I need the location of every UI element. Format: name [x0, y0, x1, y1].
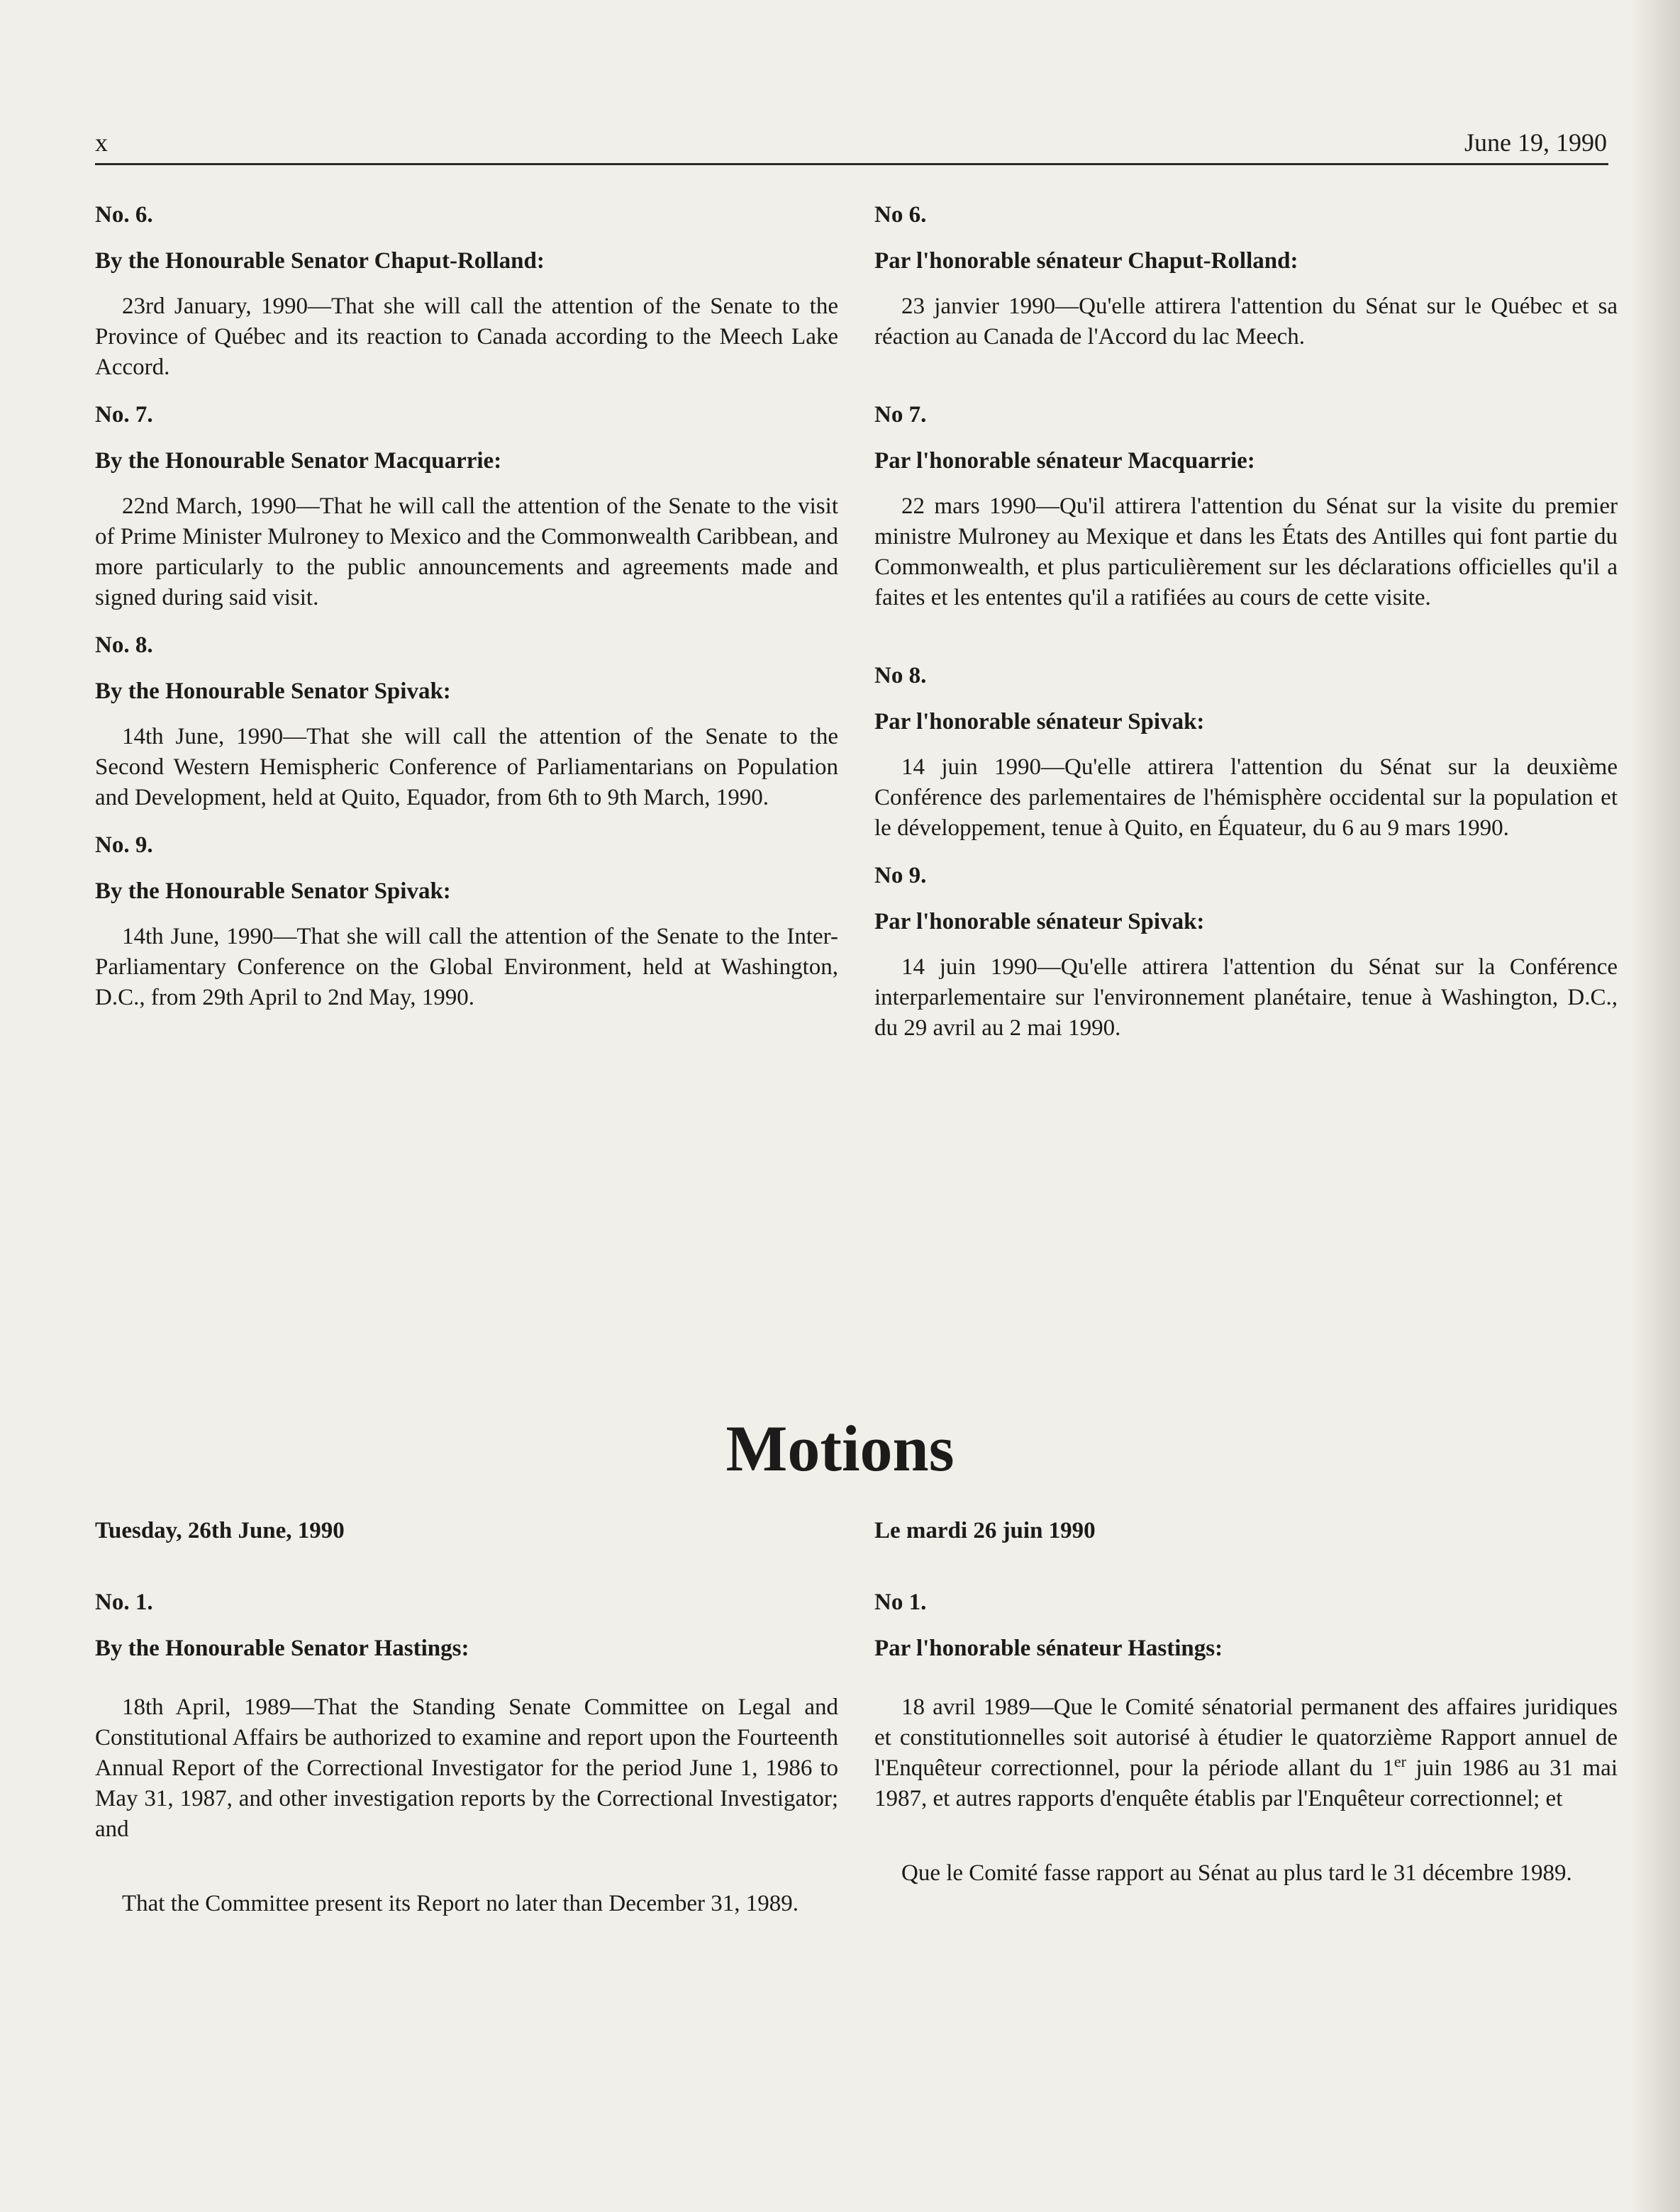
motion-text: 18th April, 1989—That the Standing Senate Committee on Legal and Constitutional Affairs be authorized to examine and report upon the Fourteenth Annual Report of the Correctional Investigator for the period June 1, 1986 to May 31, 1987, and other investigation reports by the Correctional Investigator; and [95, 1694, 838, 1842]
inquiry-item [95, 830, 838, 1013]
inquiry-item [95, 400, 838, 613]
inquiry-sponsor: Par l'honorable sénateur Spivak: [874, 909, 1205, 934]
inquiry-item [874, 861, 1618, 1044]
motion-text-part: juin 1986 au 31 mai 1987, et autres rapports d'enquête établis par l'Enquêteur correctionnel; et [874, 1755, 1618, 1811]
inquiry-sponsor: By the Honourable Senator Spivak: [95, 878, 451, 904]
inquiry-item [874, 400, 1618, 613]
motion-number: No. 1. [95, 1590, 153, 1615]
motion-number: No 1. [874, 1590, 927, 1615]
inquiry-number: No. 8. [95, 632, 153, 658]
ordinal-superscript: er [1393, 1753, 1407, 1770]
inquiry-number: No 6. [874, 202, 927, 228]
inquiry-item [95, 200, 838, 383]
page-number: x [95, 128, 108, 157]
inquiries-english-column [95, 200, 838, 1013]
inquiry-number: No. 9. [95, 832, 153, 858]
inquiry-text: 14th June, 1990—That she will call the attention of the Senate to the Second Western Hemispheric Conference of Parliamentarians on Population and Development, held at Quito, Equador, from 6th to 9th March, 1990. [95, 724, 838, 810]
motion-sponsor: By the Honourable Senator Hastings: [95, 1636, 469, 1661]
sitting-date: Tuesday, 26th June, 1990 [95, 1518, 345, 1543]
inquiry-number: No 8. [874, 663, 927, 688]
inquiry-text: 14 juin 1990—Qu'elle attirera l'attention du Sénat sur la deuxième Conférence des parlementaires de l'hémisphère occidental sur la population et le développement, tenue à Quito, en Équateur, du 6 au 9 mars 1990. [874, 754, 1618, 841]
inquiry-text: 14th June, 1990—That she will call the attention of the Senate to the Inter-Parliamentary Conference on the Global Environment, held at Washington, D.C., from 29th April to 2nd May, 1990. [95, 924, 838, 1010]
motions-french-column [874, 1516, 1618, 1889]
motion-text-continued: Que le Comité fasse rapport au Sénat au plus tard le 31 décembre 1989. [901, 1860, 1572, 1886]
page-edge-shadow [1630, 0, 1680, 2212]
inquiry-number: No. 7. [95, 402, 153, 428]
inquiry-item [874, 661, 1618, 844]
inquiry-sponsor: Par l'honorable sénateur Spivak: [874, 709, 1205, 734]
inquiry-sponsor: By the Honourable Senator Spivak: [95, 678, 451, 704]
inquiry-sponsor: By the Honourable Senator Macquarrie: [95, 448, 502, 474]
header-date: June 19, 1990 [1464, 128, 1607, 157]
motion-text-continued: That the Committee present its Report no later than December 31, 1989. [122, 1891, 799, 1916]
inquiry-number: No 9. [874, 863, 927, 888]
inquiry-text: 23rd January, 1990—That she will call the attention of the Senate to the Province of Québec and its reaction to Canada according to the Meech Lake Accord. [95, 294, 838, 380]
motion-sponsor: Par l'honorable sénateur Hastings: [874, 1636, 1223, 1661]
inquiry-text: 22nd March, 1990—That he will call the attention of the Senate to the visit of Prime Minister Mulroney to Mexico and the Commonwealth Caribbean, and more particularly to the public announcements and agreements made and signed during said visit. [95, 493, 838, 610]
inquiry-item [95, 630, 838, 813]
motion-text-part: 18 avril 1989—Que le Comité sénatorial permanent des affaires juridiques et constitutionnelles soit autorisé à étudier le quatorzième Rapport annuel de l'Enquêteur correctionnel, pour la période allant du 1 [874, 1694, 1618, 1781]
inquiry-number: No 7. [874, 402, 927, 428]
inquiry-sponsor: Par l'honorable sénateur Chaput-Rolland: [874, 248, 1298, 274]
inquiries-french-column [874, 200, 1618, 1044]
section-title-motions: Motions [725, 1412, 955, 1485]
running-header [95, 128, 1608, 165]
inquiry-text: 22 mars 1990—Qu'il attirera l'attention du Sénat sur la visite du premier ministre Mulroney au Mexique et dans les États des Antilles qui font partie du Commonwealth, et plus particulièrement sur les déclarations officielles qu'il a faites et les ententes qu'il a ratifiées au cours de cette visite. [874, 493, 1618, 610]
inquiry-number: No. 6. [95, 202, 153, 228]
inquiry-text: 23 janvier 1990—Qu'elle attirera l'attention du Sénat sur le Québec et sa réaction au Canada de l'Accord du lac Meech. [874, 294, 1618, 350]
sitting-date: Le mardi 26 juin 1990 [874, 1518, 1096, 1543]
inquiry-sponsor: Par l'honorable sénateur Macquarrie: [874, 448, 1255, 474]
motions-english-column [95, 1516, 838, 1919]
inquiry-sponsor: By the Honourable Senator Chaput-Rolland: [95, 248, 545, 274]
motion-text [874, 1692, 1618, 1814]
inquiry-item [874, 200, 1618, 352]
inquiry-text: 14 juin 1990—Qu'elle attirera l'attention du Sénat sur la Conférence interparlementaire sur l'environnement planétaire, tenue à Washington, D.C., du 29 avril au 2 mai 1990. [874, 954, 1618, 1041]
